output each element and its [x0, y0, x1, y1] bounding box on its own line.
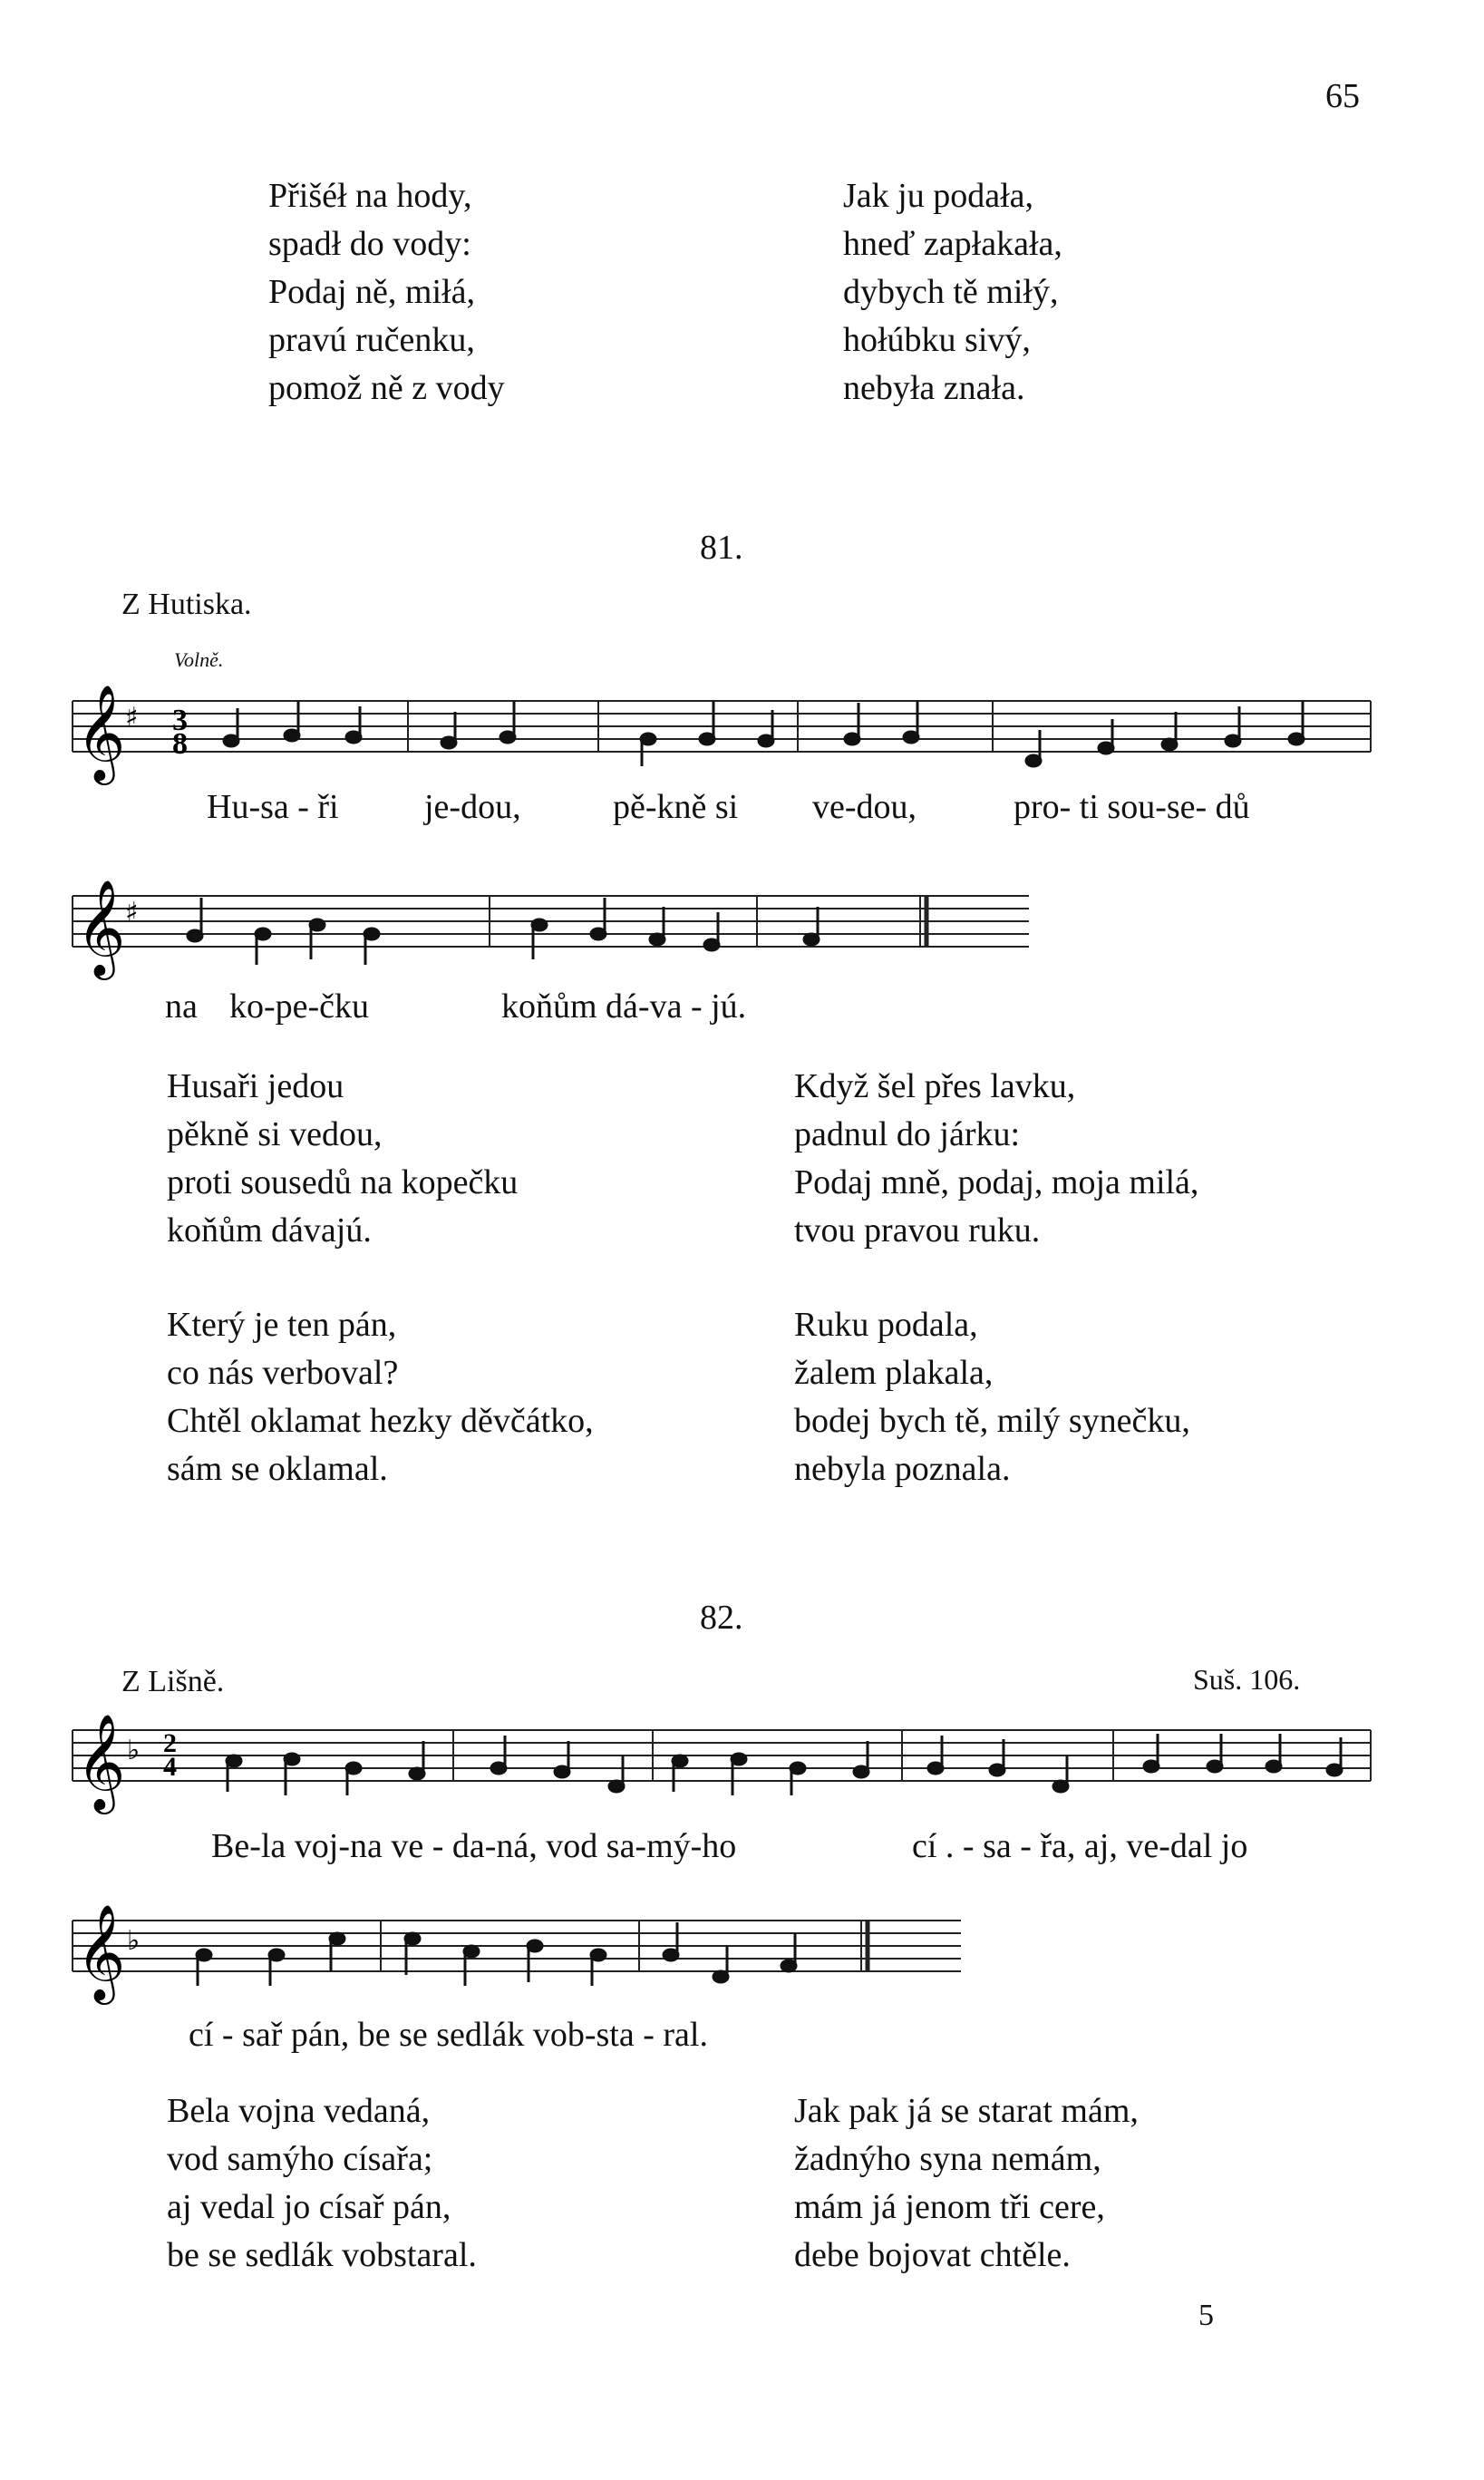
lyric-syllable: Be-la voj-na ve - da-ná, vod sa-mý-ho — [211, 1827, 737, 1865]
stanza-line: Jak ju podała, — [843, 177, 1034, 215]
song-82-lyrics-1 — [0, 1826, 1484, 1872]
song-81-staff-2 — [54, 870, 1033, 988]
lyric-syllable: cí - sař pán, be se sedlák vob-sta - ral. — [189, 2016, 708, 2054]
stanza-line: pomož ně z vody — [268, 369, 505, 407]
stanza-line: pravú ručenku, — [268, 321, 475, 359]
lyric-syllable: pro- ti sou-se- dů — [1014, 788, 1250, 826]
lyric-syllable: ko-pe-čku — [229, 987, 370, 1026]
stanza-line: Který je ten pán, — [167, 1306, 397, 1344]
stanza-line: pěkně si vedou, — [167, 1115, 383, 1153]
stanza-line: Jak pak já se starat mám, — [794, 2092, 1139, 2130]
stanza-line: dybych tě miłý, — [843, 273, 1059, 311]
lyric-syllable: cí . - sa - řa, aj, ve-dal jo — [912, 1827, 1248, 1865]
lyric-syllable: na — [165, 987, 198, 1026]
stanza-line: padnul do járku: — [794, 1115, 1021, 1153]
time-signature-bottom: 8 — [172, 727, 188, 761]
stanza-line: sám se oklamal. — [167, 1450, 388, 1488]
treble-clef-icon: 𝄞 — [76, 1713, 126, 1810]
lyric-syllable: pě-kně si — [613, 788, 739, 826]
time-signature-bottom: 4 — [163, 1752, 177, 1782]
stanza-line: mám já jenom tři cere, — [794, 2188, 1105, 2226]
stanza-line: koňům dávajú. — [167, 1211, 372, 1250]
key-signature-sharp: ♯ — [125, 702, 139, 734]
stanza-line: be se sedlák vobstaral. — [167, 2236, 477, 2274]
treble-clef-icon: 𝄞 — [76, 684, 126, 781]
stanza-line: Chtěl oklamat hezky děvčátko, — [167, 1402, 594, 1440]
stanza-line: aj vedal jo císař pán, — [167, 2188, 451, 2226]
stanza-line: nebyla poznala. — [794, 1450, 1011, 1488]
stanza-line: bodej bych tě, milý synečku, — [794, 1402, 1190, 1440]
key-signature-flat: ♭ — [127, 1925, 141, 1957]
song-81-stanza-1 — [167, 1063, 518, 1255]
lyric-syllable: ve-dou, — [812, 788, 917, 826]
song-81-stanza-4 — [794, 1301, 1190, 1493]
song-82-stanza-2 — [794, 2087, 1139, 2280]
treble-clef-icon: 𝄞 — [76, 879, 126, 976]
song-82-stanza-1 — [167, 2087, 477, 2280]
stanza-line: spadł do vody: — [268, 225, 471, 263]
stanza-line: co nás verboval? — [167, 1354, 399, 1392]
song-82-lyrics-2 — [0, 2015, 1484, 2060]
stanza-line: debe bojovat chtěle. — [794, 2236, 1071, 2274]
prev-stanza-1 — [268, 172, 505, 413]
song-82-number: 82. — [700, 1599, 743, 1637]
stanza-line: proti sousedů na kopečku — [167, 1163, 519, 1201]
song-82-staff-2 — [54, 1895, 1033, 2013]
lyric-syllable: koňům dá-va - jú. — [501, 987, 747, 1026]
stanza-line: Když šel přes lavku, — [794, 1067, 1076, 1105]
stanza-line: Podaj ně, miłá, — [268, 273, 475, 311]
time-signature-top: 3 — [172, 704, 188, 737]
stanza-line: Podaj mně, podaj, moja milá, — [794, 1163, 1199, 1201]
lyric-syllable: je-dou, — [424, 788, 521, 826]
stanza-line: tvou pravou ruku. — [794, 1211, 1041, 1250]
song-82-origin: Z Lišně. — [121, 1665, 225, 1698]
song-82-reference: Suš. 106. — [1193, 1663, 1301, 1696]
notes — [224, 701, 1304, 766]
prev-stanza-2 — [843, 172, 1062, 413]
notes — [197, 1922, 796, 1986]
time-signature-top: 2 — [163, 1728, 177, 1758]
song-81-tempo: Volně. — [174, 648, 224, 671]
stanza-line: vod samýho císařa; — [167, 2140, 433, 2178]
key-signature-sharp: ♯ — [125, 897, 139, 929]
stanza-line: Bela vojna vedaná, — [167, 2092, 431, 2130]
song-81-staff-1 — [54, 676, 1378, 793]
page-number: 65 — [1325, 77, 1360, 115]
song-81-number: 81. — [700, 529, 743, 567]
song-81-stanza-2 — [794, 1063, 1198, 1255]
lyric-syllable: Hu-sa - ři — [207, 788, 339, 826]
stanza-line: žalem plakala, — [794, 1354, 994, 1392]
song-81-lyrics-1 — [0, 787, 1484, 832]
song-82-staff-1 — [54, 1705, 1378, 1823]
stanza-line: hołúbku sivý, — [843, 321, 1031, 359]
stanza-line: žadnýho syna nemám, — [794, 2140, 1101, 2178]
key-signature-flat: ♭ — [127, 1735, 141, 1766]
stanza-line: Husaři jedou — [167, 1067, 344, 1105]
stanza-line: Přišéł na hody, — [268, 177, 472, 215]
song-81-lyrics-2 — [0, 987, 1484, 1032]
song-81-origin: Z Hutiska. — [121, 588, 252, 621]
song-81-stanza-3 — [167, 1301, 594, 1493]
stanza-line: Ruku podala, — [794, 1306, 978, 1344]
treble-clef-icon: 𝄞 — [76, 1903, 126, 2000]
stanza-line: hneď zapłakała, — [843, 225, 1062, 263]
stanza-line: nebyła znała. — [843, 369, 1025, 407]
footer-number: 5 — [1198, 2299, 1214, 2332]
